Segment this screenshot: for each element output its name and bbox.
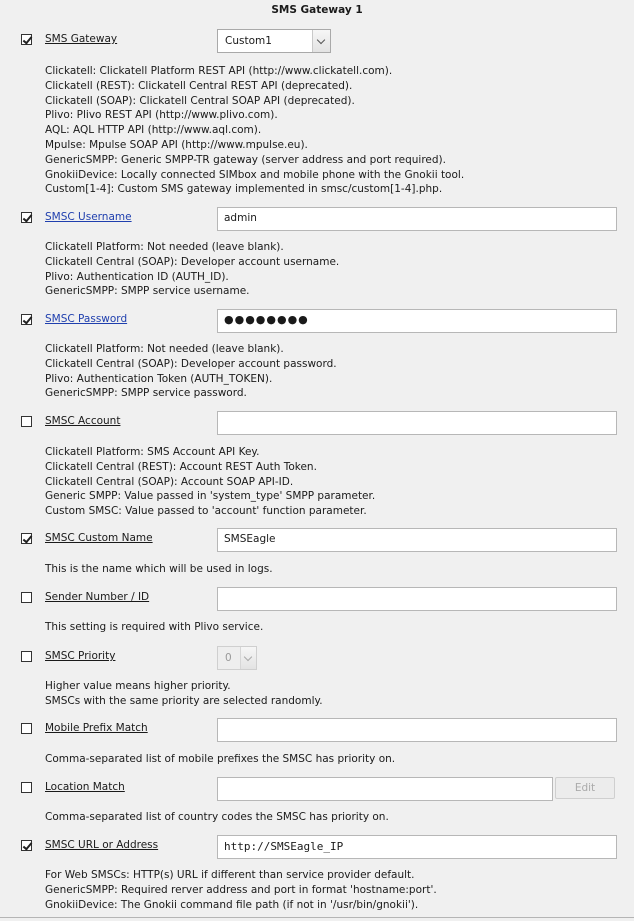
mobile-prefix-label[interactable]: Mobile Prefix Match [45, 722, 148, 734]
help-line: Higher value means higher priority. [45, 680, 231, 692]
help-line: Comma-separated list of country codes the SMSC has priority on. [45, 811, 389, 823]
help-line: Clickatell Platform: SMS Account API Key. [45, 446, 260, 458]
help-line: Mpulse: Mpulse SOAP API (http://www.mpulse.eu). [45, 138, 308, 151]
sender-number-label[interactable]: Sender Number / ID [45, 591, 150, 603]
smsc-custom-name-input[interactable]: SMSEagle [217, 528, 617, 552]
help-line: For Web SMSCs: HTTP(s) URL if different than service provider default. [45, 869, 415, 881]
help-line: GenericSMPP: SMPP service username. [45, 285, 250, 298]
help-line: Plivo: Plivo REST API (http://www.plivo.com). [45, 109, 278, 122]
location-match-label[interactable]: Location Match [45, 781, 125, 793]
sms-gateway-checkbox[interactable] [21, 34, 32, 45]
help-line: GnokiiDevice: Locally connected SIMbox and mobile phone with the Gnokii tool. [45, 168, 465, 181]
help-line: Generic SMPP: Value passed in 'system_type' SMPP parameter. [45, 490, 376, 503]
smsc-password-help [45, 342, 337, 401]
help-line: Custom SMSC: Value passed to 'account' function parameter. [45, 505, 367, 518]
help-line: Clickatell (SOAP): Clickatell Central SOAP API (deprecated). [45, 94, 355, 107]
sender-number-help [45, 620, 263, 635]
smsc-password-checkbox[interactable] [21, 314, 32, 325]
field-sender-number [0, 587, 634, 611]
smsc-custom-name-checkbox[interactable] [21, 533, 32, 544]
mobile-prefix-input[interactable] [217, 718, 617, 742]
sms-gateway-help [45, 64, 464, 197]
help-line: This is the name which will be used in logs. [45, 563, 273, 575]
smsc-custom-name-help [45, 562, 273, 577]
location-match-input[interactable] [217, 777, 553, 801]
divider [0, 917, 634, 918]
field-sms-gateway [0, 29, 634, 53]
field-mobile-prefix [0, 718, 634, 742]
smsc-account-input[interactable] [217, 411, 617, 435]
mobile-prefix-help [45, 752, 395, 767]
smsc-username-label[interactable]: SMSC Username [45, 211, 132, 223]
smsc-password-input[interactable]: ●●●●●●●● [217, 309, 617, 333]
smsc-account-label[interactable]: SMSC Account [45, 415, 121, 427]
sms-gateway-value: Custom1 [225, 35, 272, 47]
field-smsc-custom-name [0, 528, 634, 552]
field-location-match [0, 777, 634, 801]
help-line: Clickatell Platform: Not needed (leave blank). [45, 343, 284, 355]
help-line: This setting is required with Plivo service. [45, 621, 264, 633]
smsc-url-input[interactable]: http://SMSEagle_IP [217, 835, 617, 859]
help-line: Comma-separated list of mobile prefixes the SMSC has priority on. [45, 753, 396, 765]
help-line: Clickatell Central (SOAP): Developer account password. [45, 357, 337, 370]
help-line: SMSCs with the same priority are selected randomly. [45, 694, 323, 707]
dropdown-arrow-icon[interactable] [240, 647, 256, 669]
smsc-url-label[interactable]: SMSC URL or Address [45, 839, 159, 851]
page-title: SMS Gateway 1 [271, 4, 363, 16]
field-smsc-account [0, 411, 634, 435]
smsc-url-checkbox[interactable] [21, 840, 32, 851]
dropdown-arrow-icon[interactable] [312, 30, 330, 52]
smsc-username-input[interactable]: admin [217, 207, 617, 231]
help-line: Clickatell (REST): Clickatell Central REST API (deprecated). [45, 79, 353, 92]
help-line: AQL: AQL HTTP API (http://www.aql.com). [45, 124, 262, 137]
help-line: Clickatell Platform: Not needed (leave blank). [45, 241, 284, 253]
location-match-help [45, 810, 389, 825]
sms-gateway-label[interactable]: SMS Gateway [45, 33, 118, 45]
smsc-url-help [45, 868, 437, 912]
help-line: Clickatell Central (REST): Account REST Auth Token. [45, 460, 317, 473]
sender-number-checkbox[interactable] [21, 592, 32, 603]
smsc-username-help [45, 240, 339, 299]
smsc-priority-label[interactable]: SMSC Priority [45, 650, 116, 662]
smsc-priority-select[interactable] [217, 646, 257, 670]
smsc-username-checkbox[interactable] [21, 212, 32, 223]
help-line: Custom[1-4]: Custom SMS gateway implemented in smsc/custom[1-4].php. [45, 183, 443, 196]
sender-number-input[interactable] [217, 587, 617, 611]
help-line: Clickatell: Clickatell Platform REST API (http://www.clickatell.com). [45, 65, 393, 77]
field-smsc-username [0, 207, 634, 231]
smsc-custom-name-label[interactable]: SMSC Custom Name [45, 532, 153, 544]
help-line: GnokiiDevice: The Gnokii command file path (if not in '/usr/bin/gnokii'). [45, 898, 419, 911]
smsc-priority-checkbox[interactable] [21, 651, 32, 662]
smsc-account-help [45, 445, 375, 519]
field-smsc-password [0, 309, 634, 333]
help-line: GenericSMPP: Required rerver address and port in format 'hostname:port'. [45, 883, 437, 896]
smsc-account-checkbox[interactable] [21, 416, 32, 427]
mobile-prefix-checkbox[interactable] [21, 723, 32, 734]
help-line: Plivo: Authentication Token (AUTH_TOKEN). [45, 372, 273, 385]
smsc-priority-help [45, 679, 323, 709]
field-smsc-priority [0, 646, 634, 670]
smsc-priority-value: 0 [225, 652, 232, 664]
location-match-checkbox[interactable] [21, 782, 32, 793]
sms-gateway-select[interactable] [217, 29, 331, 53]
help-line: GenericSMPP: Generic SMPP-TR gateway (server address and port required). [45, 153, 446, 166]
help-line: Clickatell Central (SOAP): Account SOAP API-ID. [45, 475, 294, 488]
help-line: Clickatell Central (SOAP): Developer account username. [45, 255, 340, 268]
smsc-password-label[interactable]: SMSC Password [45, 313, 128, 325]
field-smsc-url [0, 835, 634, 859]
help-line: GenericSMPP: SMPP service password. [45, 387, 247, 400]
location-edit-button[interactable]: Edit [555, 777, 615, 799]
help-line: Plivo: Authentication ID (AUTH_ID). [45, 270, 229, 283]
